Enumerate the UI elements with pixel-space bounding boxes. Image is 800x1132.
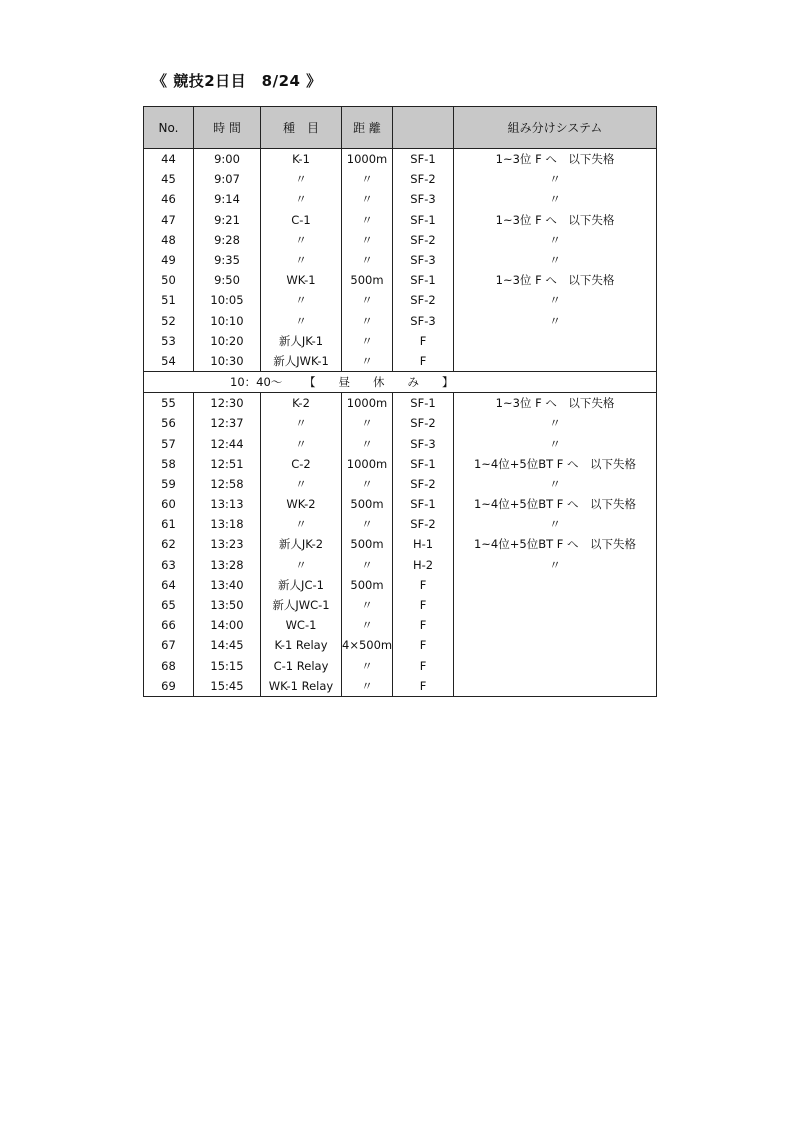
table-row — [144, 615, 657, 635]
table-row — [144, 454, 657, 474]
cell-distance: 〃 — [342, 311, 393, 331]
cell-distance: 〃 — [342, 331, 393, 351]
cell-time: 10:10 — [194, 311, 261, 331]
cell-no: 50 — [144, 270, 194, 290]
cell-time: 14:00 — [194, 615, 261, 635]
table-row — [144, 433, 657, 453]
table-row — [144, 514, 657, 534]
cell-system: 〃 — [454, 555, 657, 575]
cell-distance: 〃 — [342, 290, 393, 310]
cell-system: 〃 — [454, 189, 657, 209]
cell-distance: 〃 — [342, 230, 393, 250]
cell-event: 〃 — [261, 474, 342, 494]
cell-round: F — [393, 676, 454, 697]
cell-distance: 〃 — [342, 676, 393, 697]
table-row — [144, 250, 657, 270]
cell-time: 9:14 — [194, 189, 261, 209]
table-row — [144, 595, 657, 615]
cell-no: 69 — [144, 676, 194, 697]
header-system: 組み分けシステム — [454, 107, 657, 149]
header-event: 種 目 — [261, 107, 342, 149]
cell-round: H-2 — [393, 555, 454, 575]
cell-round: SF-1 — [393, 454, 454, 474]
cell-event: WK-1 Relay — [261, 676, 342, 697]
cell-round: F — [393, 331, 454, 351]
cell-round: F — [393, 656, 454, 676]
table-row — [144, 575, 657, 595]
cell-round: SF-2 — [393, 169, 454, 189]
cell-system: 1~4位+5位BT F へ 以下失格 — [454, 494, 657, 514]
cell-event: 〃 — [261, 290, 342, 310]
cell-time: 10:30 — [194, 351, 261, 372]
cell-event: C-2 — [261, 454, 342, 474]
cell-system: 〃 — [454, 474, 657, 494]
cell-round: F — [393, 615, 454, 635]
table-row — [144, 393, 657, 414]
cell-no: 63 — [144, 555, 194, 575]
cell-event: 新人JK-1 — [261, 331, 342, 351]
cell-distance: 4×500m — [342, 635, 393, 655]
cell-event: 新人JWC-1 — [261, 595, 342, 615]
cell-system: 1~3位 F へ 以下失格 — [454, 270, 657, 290]
cell-system: 〃 — [454, 250, 657, 270]
header-time: 時 間 — [194, 107, 261, 149]
break-label: 【 昼 休 み 】 — [304, 375, 454, 390]
cell-distance: 1000m — [342, 454, 393, 474]
cell-no: 68 — [144, 656, 194, 676]
cell-round: SF-1 — [393, 210, 454, 230]
cell-no: 60 — [144, 494, 194, 514]
cell-time: 12:30 — [194, 393, 261, 414]
afternoon-rows — [144, 393, 657, 697]
cell-event: WC-1 — [261, 615, 342, 635]
header-round — [393, 107, 454, 149]
cell-event: 〃 — [261, 555, 342, 575]
cell-distance: 〃 — [342, 514, 393, 534]
cell-no: 46 — [144, 189, 194, 209]
cell-no: 61 — [144, 514, 194, 534]
cell-time: 13:18 — [194, 514, 261, 534]
cell-system: 1~3位 F へ 以下失格 — [454, 149, 657, 170]
cell-time: 9:35 — [194, 250, 261, 270]
cell-event: K-2 — [261, 393, 342, 414]
cell-system — [454, 351, 657, 372]
cell-no: 54 — [144, 351, 194, 372]
cell-event: 〃 — [261, 433, 342, 453]
cell-round: F — [393, 635, 454, 655]
cell-time: 9:00 — [194, 149, 261, 170]
cell-no: 62 — [144, 534, 194, 554]
cell-distance: 〃 — [342, 595, 393, 615]
cell-round: SF-1 — [393, 393, 454, 414]
cell-no: 51 — [144, 290, 194, 310]
cell-system — [454, 331, 657, 351]
page-title: 《 競技2日目 8/24 》 — [152, 72, 322, 90]
cell-no: 52 — [144, 311, 194, 331]
cell-event: 〃 — [261, 230, 342, 250]
cell-time: 13:40 — [194, 575, 261, 595]
cell-time: 12:44 — [194, 433, 261, 453]
table-row — [144, 311, 657, 331]
cell-event: 〃 — [261, 413, 342, 433]
cell-distance: 500m — [342, 270, 393, 290]
cell-no: 57 — [144, 433, 194, 453]
cell-distance: 〃 — [342, 169, 393, 189]
table-row — [144, 169, 657, 189]
cell-event: K-1 — [261, 149, 342, 170]
cell-time: 9:07 — [194, 169, 261, 189]
lunch-break-row — [144, 372, 657, 393]
cell-system — [454, 615, 657, 635]
cell-round: F — [393, 575, 454, 595]
cell-distance: 〃 — [342, 189, 393, 209]
table-row — [144, 555, 657, 575]
break-section — [144, 372, 657, 393]
table-row — [144, 210, 657, 230]
schedule-table — [143, 106, 657, 697]
cell-time: 9:50 — [194, 270, 261, 290]
table-row — [144, 474, 657, 494]
cell-distance: 〃 — [342, 555, 393, 575]
cell-distance: 〃 — [342, 656, 393, 676]
cell-round: SF-3 — [393, 189, 454, 209]
table-row — [144, 230, 657, 250]
cell-distance: 〃 — [342, 615, 393, 635]
cell-time: 10:05 — [194, 290, 261, 310]
table-row — [144, 270, 657, 290]
cell-event: C-1 Relay — [261, 656, 342, 676]
cell-round: SF-2 — [393, 413, 454, 433]
cell-system: 〃 — [454, 230, 657, 250]
lunch-break-cell — [144, 372, 657, 393]
header-distance: 距 離 — [342, 107, 393, 149]
cell-time: 13:13 — [194, 494, 261, 514]
table-row — [144, 331, 657, 351]
cell-time: 9:21 — [194, 210, 261, 230]
morning-rows — [144, 149, 657, 372]
cell-event: K-1 Relay — [261, 635, 342, 655]
cell-no: 58 — [144, 454, 194, 474]
cell-no: 53 — [144, 331, 194, 351]
cell-no: 66 — [144, 615, 194, 635]
cell-round: H-1 — [393, 534, 454, 554]
cell-system: 〃 — [454, 413, 657, 433]
cell-no: 48 — [144, 230, 194, 250]
cell-distance: 〃 — [342, 210, 393, 230]
table-row — [144, 534, 657, 554]
cell-system: 〃 — [454, 433, 657, 453]
header-row — [144, 107, 657, 149]
cell-time: 13:28 — [194, 555, 261, 575]
cell-system: 1~3位 F へ 以下失格 — [454, 210, 657, 230]
table-row — [144, 494, 657, 514]
cell-time: 13:50 — [194, 595, 261, 615]
cell-event: 新人JWK-1 — [261, 351, 342, 372]
cell-system: 〃 — [454, 290, 657, 310]
table-row — [144, 290, 657, 310]
cell-no: 49 — [144, 250, 194, 270]
cell-no: 56 — [144, 413, 194, 433]
cell-time: 12:37 — [194, 413, 261, 433]
cell-round: F — [393, 351, 454, 372]
table-row — [144, 676, 657, 697]
cell-no: 67 — [144, 635, 194, 655]
table-row — [144, 635, 657, 655]
cell-distance: 〃 — [342, 433, 393, 453]
table-row — [144, 656, 657, 676]
cell-system — [454, 676, 657, 697]
cell-no: 45 — [144, 169, 194, 189]
cell-no: 55 — [144, 393, 194, 414]
cell-event: 〃 — [261, 169, 342, 189]
cell-system — [454, 656, 657, 676]
cell-distance: 500m — [342, 494, 393, 514]
cell-distance: 〃 — [342, 250, 393, 270]
cell-event: 〃 — [261, 514, 342, 534]
cell-time: 15:15 — [194, 656, 261, 676]
cell-distance: 〃 — [342, 413, 393, 433]
cell-round: SF-1 — [393, 149, 454, 170]
cell-round: SF-2 — [393, 514, 454, 534]
cell-distance: 〃 — [342, 351, 393, 372]
cell-no: 59 — [144, 474, 194, 494]
cell-time: 13:23 — [194, 534, 261, 554]
cell-event: WK-2 — [261, 494, 342, 514]
cell-system: 1~3位 F へ 以下失格 — [454, 393, 657, 414]
cell-round: SF-1 — [393, 270, 454, 290]
cell-system: 〃 — [454, 169, 657, 189]
cell-time: 12:51 — [194, 454, 261, 474]
cell-system — [454, 595, 657, 615]
cell-round: SF-1 — [393, 494, 454, 514]
cell-system — [454, 635, 657, 655]
cell-round: SF-3 — [393, 433, 454, 453]
cell-event: 〃 — [261, 189, 342, 209]
cell-round: SF-2 — [393, 474, 454, 494]
cell-event: 新人JC-1 — [261, 575, 342, 595]
cell-distance: 1000m — [342, 393, 393, 414]
cell-event: WK-1 — [261, 270, 342, 290]
cell-round: SF-2 — [393, 230, 454, 250]
cell-no: 64 — [144, 575, 194, 595]
cell-event: C-1 — [261, 210, 342, 230]
cell-time: 15:45 — [194, 676, 261, 697]
cell-distance: 500m — [342, 575, 393, 595]
cell-no: 47 — [144, 210, 194, 230]
cell-distance: 〃 — [342, 474, 393, 494]
cell-system: 1~4位+5位BT F へ 以下失格 — [454, 534, 657, 554]
cell-system: 〃 — [454, 311, 657, 331]
cell-no: 44 — [144, 149, 194, 170]
cell-time: 12:58 — [194, 474, 261, 494]
cell-time: 10:20 — [194, 331, 261, 351]
cell-no: 65 — [144, 595, 194, 615]
cell-system: 〃 — [454, 514, 657, 534]
cell-time: 14:45 — [194, 635, 261, 655]
cell-time: 9:28 — [194, 230, 261, 250]
table-row — [144, 351, 657, 372]
table-row — [144, 413, 657, 433]
table-row — [144, 149, 657, 170]
cell-system — [454, 575, 657, 595]
cell-distance: 500m — [342, 534, 393, 554]
cell-system: 1~4位+5位BT F へ 以下失格 — [454, 454, 657, 474]
cell-round: SF-3 — [393, 250, 454, 270]
cell-round: SF-2 — [393, 290, 454, 310]
break-time: 10：40～ — [230, 375, 283, 390]
cell-event: 〃 — [261, 311, 342, 331]
header-no: No. — [144, 107, 194, 149]
cell-round: F — [393, 595, 454, 615]
cell-round: SF-3 — [393, 311, 454, 331]
cell-event: 新人JK-2 — [261, 534, 342, 554]
table-row — [144, 189, 657, 209]
cell-event: 〃 — [261, 250, 342, 270]
cell-distance: 1000m — [342, 149, 393, 170]
